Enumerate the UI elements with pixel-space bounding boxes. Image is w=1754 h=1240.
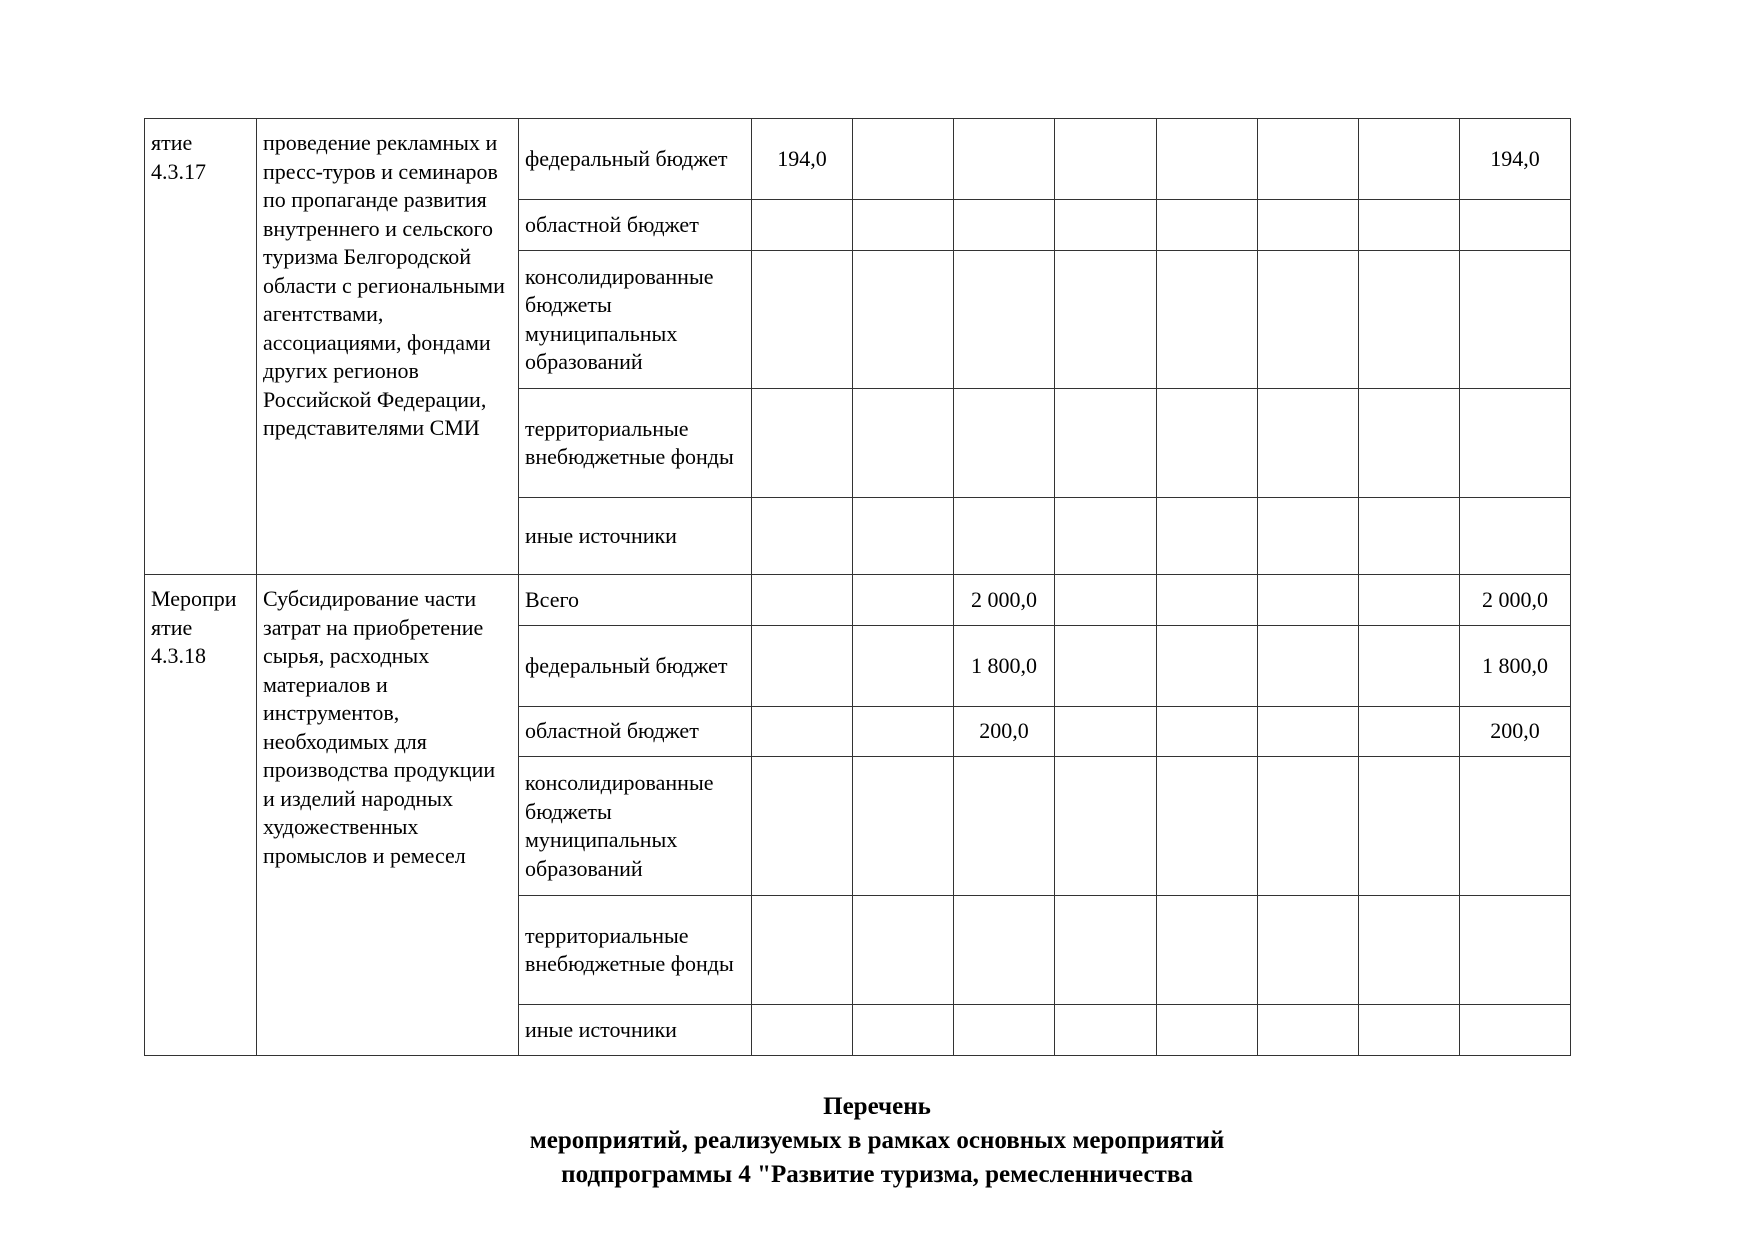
table-row bbox=[145, 119, 1571, 200]
value-cell bbox=[752, 626, 853, 707]
value-cell bbox=[1359, 707, 1460, 757]
value-cell bbox=[853, 119, 954, 200]
funding-source: федеральный бюджет bbox=[519, 119, 752, 200]
value-cell bbox=[1359, 626, 1460, 707]
funding-source: областной бюджет bbox=[519, 707, 752, 757]
activity-number: Меропри ятие 4.3.18 bbox=[145, 575, 257, 1056]
funding-source: консолидированные бюджеты муниципальных образований bbox=[519, 757, 752, 896]
value-cell bbox=[853, 1005, 954, 1056]
value-cell bbox=[752, 498, 853, 575]
value-cell bbox=[1055, 575, 1157, 626]
value-cell bbox=[1157, 119, 1258, 200]
value-cell bbox=[853, 896, 954, 1005]
value-cell bbox=[853, 498, 954, 575]
total-cell bbox=[1460, 498, 1571, 575]
funding-source: иные источники bbox=[519, 498, 752, 575]
value-cell bbox=[1359, 119, 1460, 200]
total-cell bbox=[1460, 389, 1571, 498]
value-cell bbox=[1258, 200, 1359, 251]
value-cell: 194,0 bbox=[752, 119, 853, 200]
heading-line-3: подпрограммы 4 "Развитие туризма, ремесленничества bbox=[561, 1161, 1193, 1188]
funding-source: территориальные внебюджетные фонды bbox=[519, 389, 752, 498]
total-cell bbox=[1460, 1005, 1571, 1056]
value-cell bbox=[1157, 389, 1258, 498]
value-cell bbox=[1157, 575, 1258, 626]
heading-line-2: мероприятий, реализуемых в рамках основных мероприятий bbox=[529, 1127, 1225, 1154]
heading-line-1: Перечень bbox=[823, 1093, 931, 1120]
section-heading bbox=[0, 1090, 1754, 1192]
value-cell bbox=[1055, 119, 1157, 200]
value-cell bbox=[1157, 757, 1258, 896]
activity-name: проведение рекламных и пресс-туров и семинаров по пропаганде развития внутреннего и сельского туризма Белгородской области с региональными агентствами, ассоциациями, фондами других регионов Российской Федерации, представителями СМИ bbox=[257, 119, 519, 575]
value-cell bbox=[954, 200, 1055, 251]
total-cell bbox=[1460, 757, 1571, 896]
value-cell bbox=[853, 707, 954, 757]
value-cell bbox=[853, 757, 954, 896]
value-cell bbox=[1055, 757, 1157, 896]
value-cell bbox=[1359, 251, 1460, 389]
funding-source: иные источники bbox=[519, 1005, 752, 1056]
value-cell bbox=[853, 200, 954, 251]
funding-source: консолидированные бюджеты муниципальных образований bbox=[519, 251, 752, 389]
value-cell bbox=[1055, 200, 1157, 251]
value-cell bbox=[1359, 498, 1460, 575]
value-cell bbox=[1359, 896, 1460, 1005]
value-cell bbox=[853, 389, 954, 498]
value-cell bbox=[1359, 389, 1460, 498]
funding-source: областной бюджет bbox=[519, 200, 752, 251]
value-cell bbox=[752, 707, 853, 757]
total-cell: 200,0 bbox=[1460, 707, 1571, 757]
value-cell bbox=[1055, 1005, 1157, 1056]
value-cell bbox=[1157, 251, 1258, 389]
value-cell bbox=[1157, 200, 1258, 251]
value-cell bbox=[752, 575, 853, 626]
value-cell bbox=[954, 498, 1055, 575]
value-cell bbox=[954, 896, 1055, 1005]
value-cell bbox=[1258, 626, 1359, 707]
value-cell bbox=[1359, 575, 1460, 626]
value-cell bbox=[1359, 1005, 1460, 1056]
value-cell: 2 000,0 bbox=[954, 575, 1055, 626]
value-cell bbox=[853, 251, 954, 389]
activity-name: Субсидирование части затрат на приобретение сырья, расходных материалов и инструментов, необходимых для производства продукции и изделий народных художественных промыслов и ремесел bbox=[257, 575, 519, 1056]
value-cell bbox=[1055, 896, 1157, 1005]
value-cell bbox=[1258, 896, 1359, 1005]
value-cell bbox=[1258, 498, 1359, 575]
value-cell bbox=[1055, 626, 1157, 707]
value-cell bbox=[954, 757, 1055, 896]
value-cell bbox=[1258, 1005, 1359, 1056]
value-cell bbox=[954, 389, 1055, 498]
value-cell: 1 800,0 bbox=[954, 626, 1055, 707]
funding-source: Всего bbox=[519, 575, 752, 626]
value-cell bbox=[954, 119, 1055, 200]
value-cell bbox=[1258, 575, 1359, 626]
value-cell bbox=[853, 575, 954, 626]
value-cell bbox=[1258, 119, 1359, 200]
value-cell bbox=[1258, 707, 1359, 757]
value-cell bbox=[954, 251, 1055, 389]
value-cell bbox=[752, 757, 853, 896]
value-cell bbox=[752, 1005, 853, 1056]
total-cell: 2 000,0 bbox=[1460, 575, 1571, 626]
value-cell bbox=[1258, 251, 1359, 389]
value-cell bbox=[752, 200, 853, 251]
total-cell: 194,0 bbox=[1460, 119, 1571, 200]
value-cell bbox=[853, 626, 954, 707]
total-cell bbox=[1460, 896, 1571, 1005]
value-cell bbox=[1157, 707, 1258, 757]
value-cell bbox=[752, 389, 853, 498]
value-cell bbox=[1157, 896, 1258, 1005]
value-cell bbox=[1359, 200, 1460, 251]
value-cell bbox=[1258, 757, 1359, 896]
table-row bbox=[145, 575, 1571, 626]
value-cell: 200,0 bbox=[954, 707, 1055, 757]
value-cell bbox=[1055, 389, 1157, 498]
funding-source: территориальные внебюджетные фонды bbox=[519, 896, 752, 1005]
value-cell bbox=[1258, 389, 1359, 498]
total-cell bbox=[1460, 200, 1571, 251]
value-cell bbox=[1157, 626, 1258, 707]
value-cell bbox=[752, 896, 853, 1005]
value-cell bbox=[1055, 251, 1157, 389]
value-cell bbox=[1359, 757, 1460, 896]
value-cell bbox=[1055, 498, 1157, 575]
total-cell: 1 800,0 bbox=[1460, 626, 1571, 707]
value-cell bbox=[752, 251, 853, 389]
funding-table bbox=[144, 118, 1571, 1056]
funding-source: федеральный бюджет bbox=[519, 626, 752, 707]
value-cell bbox=[954, 1005, 1055, 1056]
activity-number: ятие 4.3.17 bbox=[145, 119, 257, 575]
value-cell bbox=[1157, 498, 1258, 575]
value-cell bbox=[1055, 707, 1157, 757]
value-cell bbox=[1157, 1005, 1258, 1056]
total-cell bbox=[1460, 251, 1571, 389]
